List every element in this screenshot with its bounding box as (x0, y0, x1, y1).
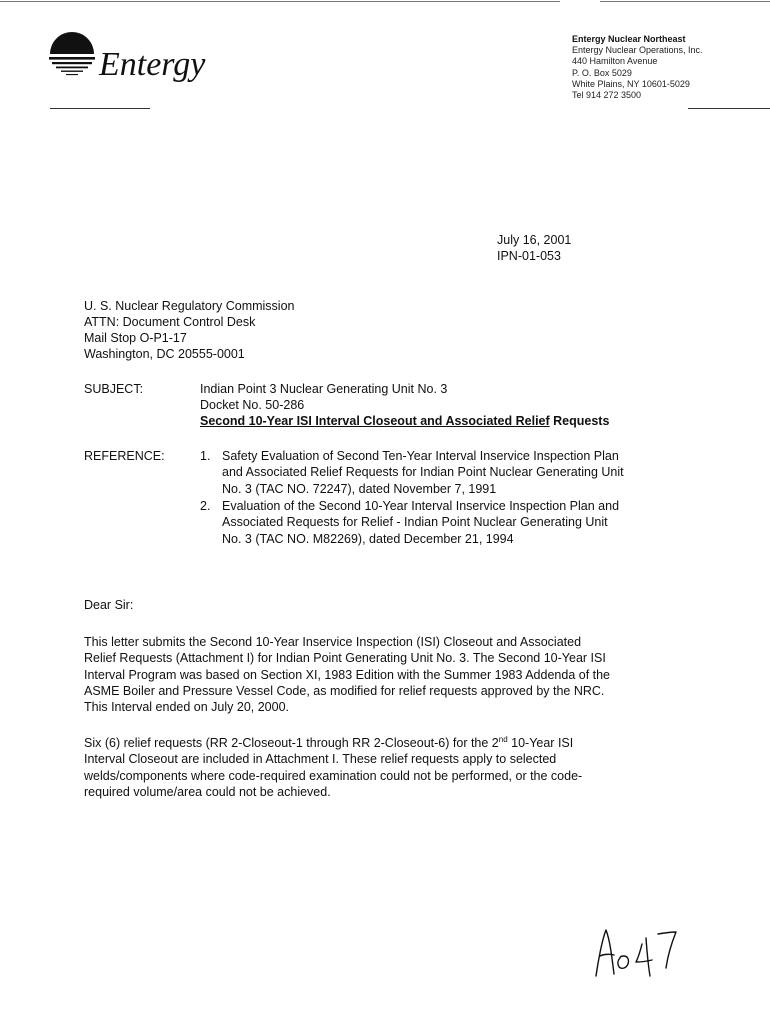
paragraph-line: welds/components where code-required examination could not be performed, or the code- (84, 768, 583, 783)
letter-reference-number: IPN-01-053 (497, 249, 561, 263)
sender-address (572, 34, 703, 101)
sender-line: Tel 914 272 3500 (572, 90, 642, 101)
handwritten-annotation (590, 918, 680, 988)
sender-line: White Plains, NY 10601-5029 (572, 78, 690, 89)
paragraph-line: Interval Program was based on Section XI, 1983 Edition with the Summer 1983 Addenda of the (84, 667, 611, 682)
salutation: Dear Sir: (84, 598, 134, 612)
subject-label: SUBJECT: (84, 382, 144, 396)
letter-date: July 16, 2001 (497, 233, 572, 247)
entergy-globe-icon (46, 30, 98, 82)
reference-item-number: 1. (200, 449, 211, 463)
paragraph-text: Six (6) relief requests (RR 2-Closeout-1 through RR 2-Closeout-6) for the 2 (84, 736, 499, 750)
paragraph-line: required volume/area could not be achieved. (84, 784, 331, 799)
reference-item-body (222, 448, 624, 497)
subject-title-rest: Requests (549, 414, 610, 428)
recipient-line: Washington, DC 20555-0001 (84, 347, 245, 361)
subject-line: Docket No. 50-286 (200, 398, 305, 412)
subject-line: Indian Point 3 Nuclear Generating Unit No. 3 (200, 382, 448, 396)
sender-line: Entergy Nuclear Operations, Inc. (572, 45, 703, 56)
reference-item-line: No. 3 (TAC NO. M82269), dated December 21, 1994 (222, 531, 514, 546)
logo-wordmark: Entergy (99, 46, 206, 83)
body-paragraph-2 (84, 735, 582, 800)
reference-item-body (222, 498, 619, 547)
subject-title (200, 413, 609, 429)
paragraph-line: This letter submits the Second 10-Year Inservice Inspection (ISI) Closeout and Associated (84, 635, 582, 649)
reference-item-line: Associated Requests for Relief - Indian Point Nuclear Generating Unit (222, 515, 608, 530)
recipient-line: ATTN: Document Control Desk (84, 315, 256, 329)
top-edge-rule (0, 1, 560, 2)
paragraph-line (84, 735, 582, 751)
recipient-line: U. S. Nuclear Regulatory Commission (84, 299, 295, 313)
address-underline-rule (688, 108, 770, 109)
ordinal-suffix: nd (498, 734, 508, 744)
reference-item-line: Evaluation of the Second 10-Year Interval Inservice Inspection Plan and (222, 499, 620, 513)
sender-line: P. O. Box 5029 (572, 67, 632, 78)
reference-item-line: No. 3 (TAC NO. 72247), dated November 7, 1991 (222, 481, 497, 496)
paragraph-line: Interval Closeout are included in Attachment I. These relief requests apply to selected (84, 752, 557, 767)
recipient-line: Mail Stop O-P1-17 (84, 331, 187, 345)
reference-item-line: Safety Evaluation of Second Ten-Year Interval Inservice Inspection Plan (222, 449, 619, 463)
subject-title-underlined: Second 10-Year ISI Interval Closeout and Associated Relief (200, 414, 550, 428)
reference-item-line: and Associated Relief Requests for Indian Point Nuclear Generating Unit (222, 465, 624, 480)
logo-underline-rule (50, 108, 150, 109)
sender-org: Entergy Nuclear Northeast (572, 34, 686, 44)
entergy-logo (46, 28, 246, 98)
paragraph-text: 10-Year ISI (507, 736, 574, 750)
paragraph-line: Relief Requests (Attachment I) for Indian Point Generating Unit No. 3. The Second 10-Year ISI (84, 651, 606, 666)
reference-item-number: 2. (200, 499, 211, 513)
body-paragraph-1 (84, 634, 610, 715)
reference-label: REFERENCE: (84, 449, 165, 463)
top-edge-rule-right (600, 1, 770, 2)
paragraph-line: This Interval ended on July 20, 2000. (84, 700, 289, 715)
sender-line: 440 Hamilton Avenue (572, 56, 658, 67)
paragraph-line: ASME Boiler and Pressure Vessel Code, as modified for relief requests approved by the NRC. (84, 683, 605, 698)
